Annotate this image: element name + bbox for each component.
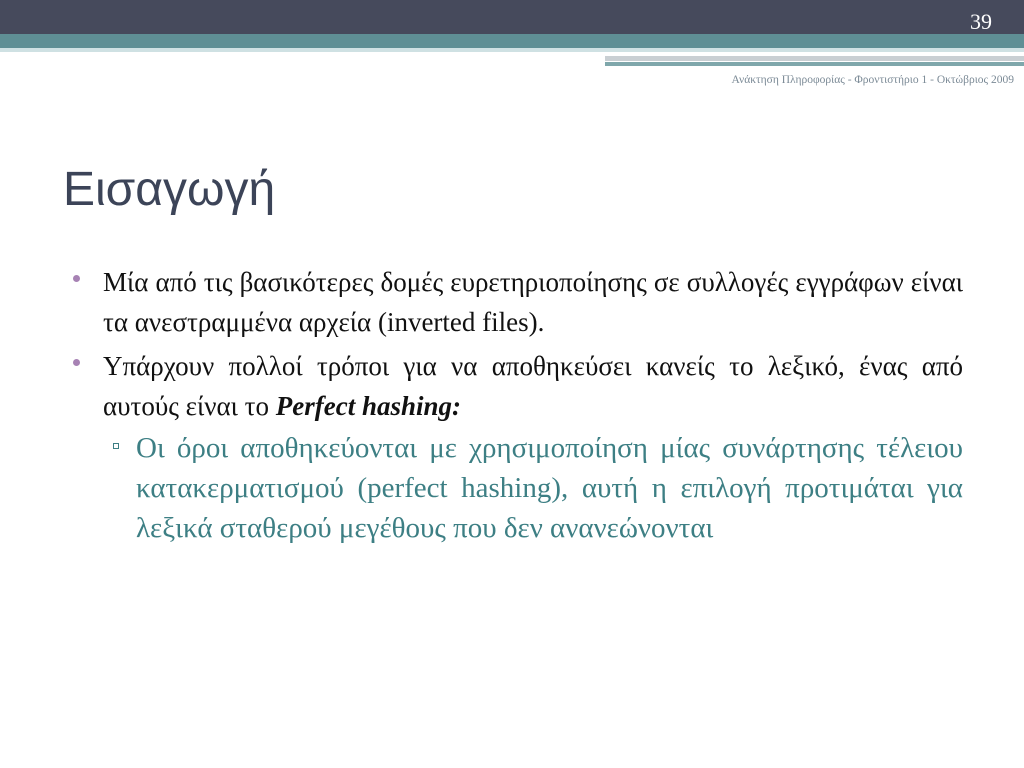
header-accent-teal (605, 62, 1024, 66)
bullet-dot-icon (73, 359, 80, 366)
header-stripe-teal (0, 34, 1024, 48)
bullet-list (103, 262, 963, 552)
bullet-text: Μία από τις βασικότερες δομές ευρετηριοποίησης σε συλλογές εγγράφων είναι τα ανεστραμμένα αρχεία (inverted files). (103, 267, 963, 337)
header-accent-grey (605, 56, 1024, 61)
bullet-dot-icon (73, 275, 80, 282)
bullet-emphasis: Perfect hashing: (275, 391, 461, 421)
bullet-item (103, 346, 963, 548)
slide-number: 39 (970, 9, 992, 34)
header-stripe-light (0, 48, 1024, 52)
bullet-item (103, 262, 963, 342)
sub-bullet-item (136, 428, 963, 548)
slide-title: Εισαγωγή (63, 163, 276, 216)
bullet-text: Υπάρχουν πολλοί τρόποι για να αποθηκεύσει κανείς το λεξικό, ένας από αυτούς είναι το (103, 351, 963, 421)
sub-bullet-text: Οι όροι αποθηκεύονται με χρησιμοποίηση μίας συνάρτησης τέλειου κατακερματισμού (perfect hashing), αυτή η επιλογή προτιμάται για λεξικά σταθερού μεγέθους που δεν ανανεώνονται (136, 432, 963, 544)
square-bullet-icon (113, 443, 119, 449)
slide-subtitle: Ανάκτηση Πληροφορίας - Φροντιστήριο 1 - Οκτώβριος 2009 (731, 74, 1014, 86)
sub-bullet-list (103, 428, 963, 548)
header-bar (0, 0, 1024, 34)
